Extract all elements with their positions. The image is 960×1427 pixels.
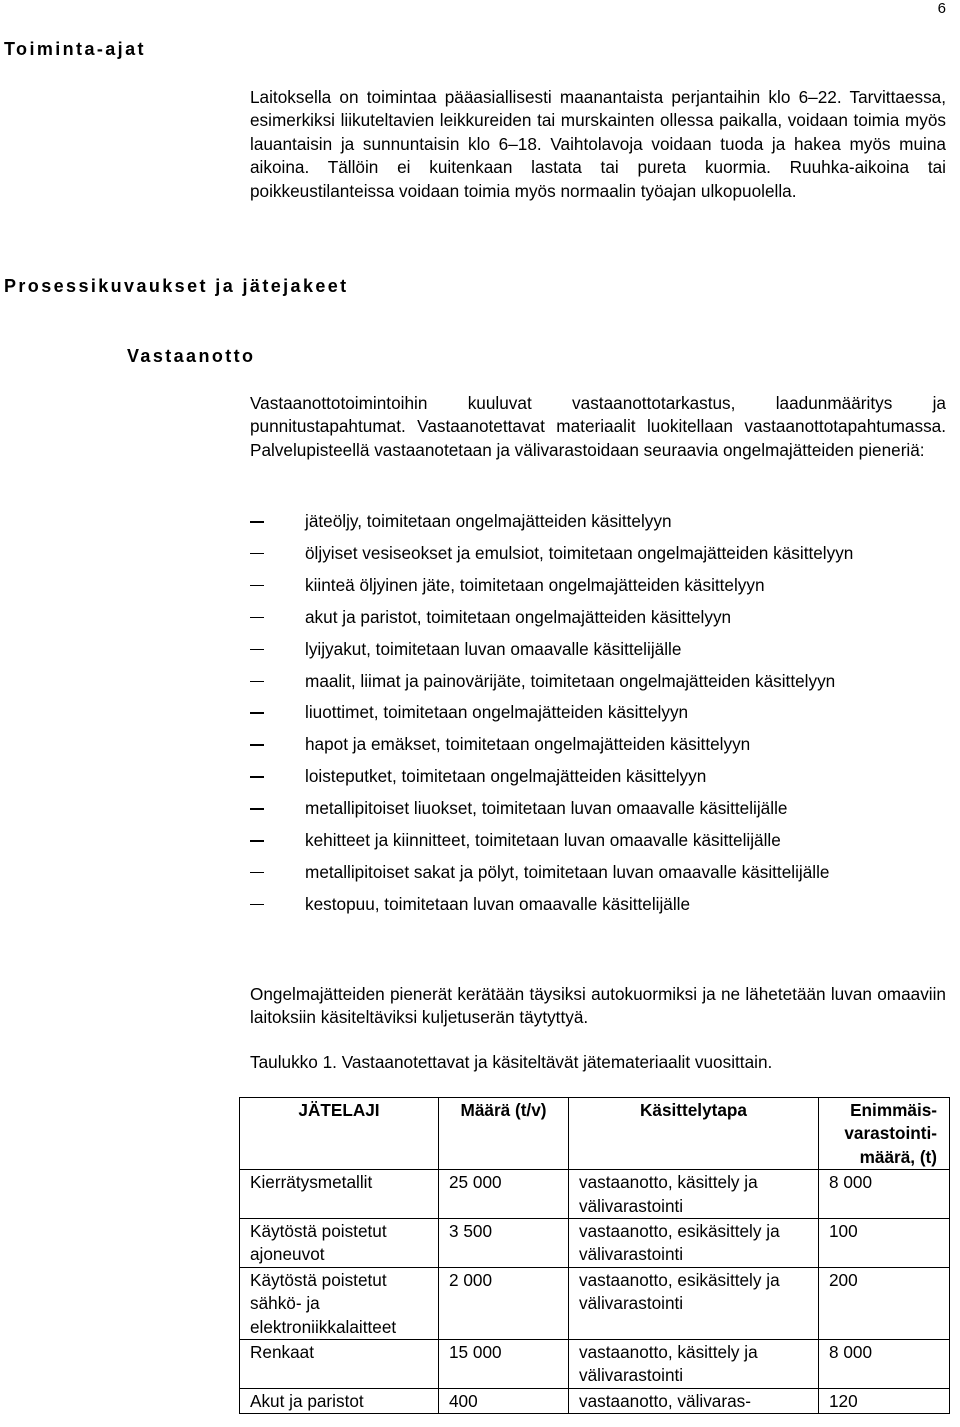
dash-bullet bbox=[250, 617, 264, 619]
header-enimmaisvarastointimaara: Enimmäis-varastointi-määrä, (t) bbox=[819, 1098, 950, 1170]
header-kasittelytapa: Käsittelytapa bbox=[569, 1098, 819, 1170]
waste-list bbox=[250, 510, 946, 925]
list-item-text: hapot ja emäkset, toimitetaan ongelmajätteiden käsittelyyn bbox=[305, 734, 751, 755]
list-item-text: kiinteä öljyinen jäte, toimitetaan ongelmajätteiden käsittelyyn bbox=[305, 574, 765, 595]
cell-kasittelytapa: vastaanotto, esikäsittely ja välivarastointi bbox=[569, 1219, 819, 1268]
cell-enimmais: 100 bbox=[819, 1219, 950, 1268]
cell-jatelaji: Kierrätysmetallit bbox=[240, 1170, 439, 1219]
list-item bbox=[250, 829, 946, 852]
list-item-text: jäteöljy, toimitetaan ongelmajätteiden käsittelyyn bbox=[305, 511, 672, 531]
cell-maara: 25 000 bbox=[439, 1170, 569, 1219]
cell-kasittelytapa: vastaanotto, käsittely ja välivarastointi bbox=[569, 1340, 819, 1389]
cell-jatelaji: Akut ja paristot bbox=[240, 1388, 439, 1413]
list-item-text: loisteputket, toimitetaan ongelmajätteiden käsittelyyn bbox=[305, 766, 707, 787]
list-item bbox=[250, 574, 946, 597]
list-item-text: liuottimet, toimitetaan ongelmajätteiden käsittelyyn bbox=[305, 702, 689, 723]
cell-maara: 2 000 bbox=[439, 1267, 569, 1339]
list-item-text: metallipitoiset sakat ja pölyt, toimitetaan luvan omaavalle käsittelijälle bbox=[305, 861, 830, 882]
dash-bullet bbox=[250, 553, 264, 555]
cell-enimmais: 8 000 bbox=[819, 1170, 950, 1219]
paragraph-toiminta-ajat: Laitoksella on toimintaa pääasiallisesti maanantaista perjantaihin klo 6–22. Tarvittaessa, esimerkiksi liikuteltavien leikkureiden tai murskainten ollessa paikalla, voidaan toimia myös lauantaisin ja sunnuntaisin klo 6–18. Vaihtolavoja voidaan tuoda ja hakea myös muina aikoina. Tällöin ei kuitenkaan lastata tai pureta kuormia. Ruuhka-aikoina tai poikkeustilanteissa voidaan toimia myös normaalin työajan ulkopuolella. bbox=[250, 87, 946, 201]
heading-toiminta-ajat: Toiminta-ajat bbox=[4, 39, 146, 59]
cell-enimmais: 200 bbox=[819, 1267, 950, 1339]
list-item bbox=[250, 606, 946, 629]
page-number: 6 bbox=[937, 0, 946, 17]
list-item bbox=[250, 765, 946, 788]
table-row bbox=[240, 1340, 950, 1389]
dash-bullet bbox=[250, 521, 264, 523]
list-item bbox=[250, 893, 946, 916]
dash-bullet bbox=[250, 649, 264, 651]
list-item-text: metallipitoiset liuokset, toimitetaan luvan omaavalle käsittelijälle bbox=[305, 798, 788, 819]
list-item bbox=[250, 733, 946, 756]
list-item bbox=[250, 510, 946, 533]
table-row bbox=[240, 1388, 950, 1413]
cell-maara: 15 000 bbox=[439, 1340, 569, 1389]
cell-kasittelytapa: vastaanotto, esikäsittely ja välivarastointi bbox=[569, 1267, 819, 1339]
cell-enimmais: 8 000 bbox=[819, 1340, 950, 1389]
list-item bbox=[250, 670, 946, 693]
dash-bullet bbox=[250, 872, 264, 874]
list-item-text: öljyiset vesiseokset ja emulsiot, toimitetaan ongelmajätteiden käsittelyyn bbox=[305, 542, 854, 563]
dash-bullet bbox=[250, 904, 264, 906]
dash-bullet bbox=[250, 712, 264, 714]
paragraph-vastaanotto: Vastaanottotoimintoihin kuuluvat vastaanottotarkastus, laadunmääritys ja punnitustapahtumat. Vastaanotettavat materiaalit luokitellaan vastaanottotapahtumassa. Palvelupisteellä vastaanotetaan ja välivarastoidaan seuraavia ongelmajätteiden pieneriä: bbox=[250, 393, 946, 460]
dash-bullet bbox=[250, 681, 264, 683]
table-header-row bbox=[240, 1098, 950, 1170]
table-caption: Taulukko 1. Vastaanotettavat ja käsiteltävät jätemateriaalit vuosittain. bbox=[250, 1052, 773, 1072]
dash-bullet bbox=[250, 744, 264, 746]
cell-kasittelytapa: vastaanotto, käsittely ja välivarastointi bbox=[569, 1170, 819, 1219]
dash-bullet bbox=[250, 776, 264, 778]
cell-jatelaji: Käytöstä poistetut ajoneuvot bbox=[240, 1219, 439, 1268]
cell-kasittelytapa: vastaanotto, välivaras- bbox=[569, 1388, 819, 1413]
table-row bbox=[240, 1170, 950, 1219]
list-item bbox=[250, 542, 946, 565]
list-item-text: kestopuu, toimitetaan luvan omaavalle käsittelijälle bbox=[305, 893, 691, 914]
cell-jatelaji: Renkaat bbox=[240, 1340, 439, 1389]
heading-prosessikuvaukset: Prosessikuvaukset ja jätejakeet bbox=[4, 276, 349, 296]
dash-bullet bbox=[250, 808, 264, 810]
heading-vastaanotto: Vastaanotto bbox=[127, 346, 256, 366]
paragraph-closing: Ongelmajätteiden pienerät kerätään täysiksi autokuormiksi ja ne lähetetään luvan omaaviin laitoksiin käsiteltäviksi kuljetuserän täytyttyä. bbox=[250, 984, 946, 1028]
list-item-text: maalit, liimat ja painovärijäte, toimitetaan ongelmajätteiden käsittelyyn bbox=[305, 670, 836, 691]
list-item bbox=[250, 638, 946, 661]
cell-maara: 400 bbox=[439, 1388, 569, 1413]
materials-table bbox=[239, 1097, 950, 1414]
dash-bullet bbox=[250, 585, 264, 587]
cell-enimmais: 120 bbox=[819, 1388, 950, 1413]
cell-maara: 3 500 bbox=[439, 1219, 569, 1268]
table-row bbox=[240, 1267, 950, 1339]
list-item-text: lyijyakut, toimitetaan luvan omaavalle käsittelijälle bbox=[305, 638, 682, 659]
list-item bbox=[250, 701, 946, 724]
cell-jatelaji: Käytöstä poistetut sähkö- ja elektroniikkalaitteet bbox=[240, 1267, 439, 1339]
list-item bbox=[250, 861, 946, 884]
list-item bbox=[250, 797, 946, 820]
dash-bullet bbox=[250, 840, 264, 842]
table-row bbox=[240, 1219, 950, 1268]
header-jatelaji: JÄTELAJI bbox=[240, 1098, 439, 1170]
list-item-text: kehitteet ja kiinnitteet, toimitetaan luvan omaavalle käsittelijälle bbox=[305, 830, 781, 851]
list-item-text: akut ja paristot, toimitetaan ongelmajätteiden käsittelyyn bbox=[305, 606, 732, 627]
header-maara: Määrä (t/v) bbox=[439, 1098, 569, 1170]
